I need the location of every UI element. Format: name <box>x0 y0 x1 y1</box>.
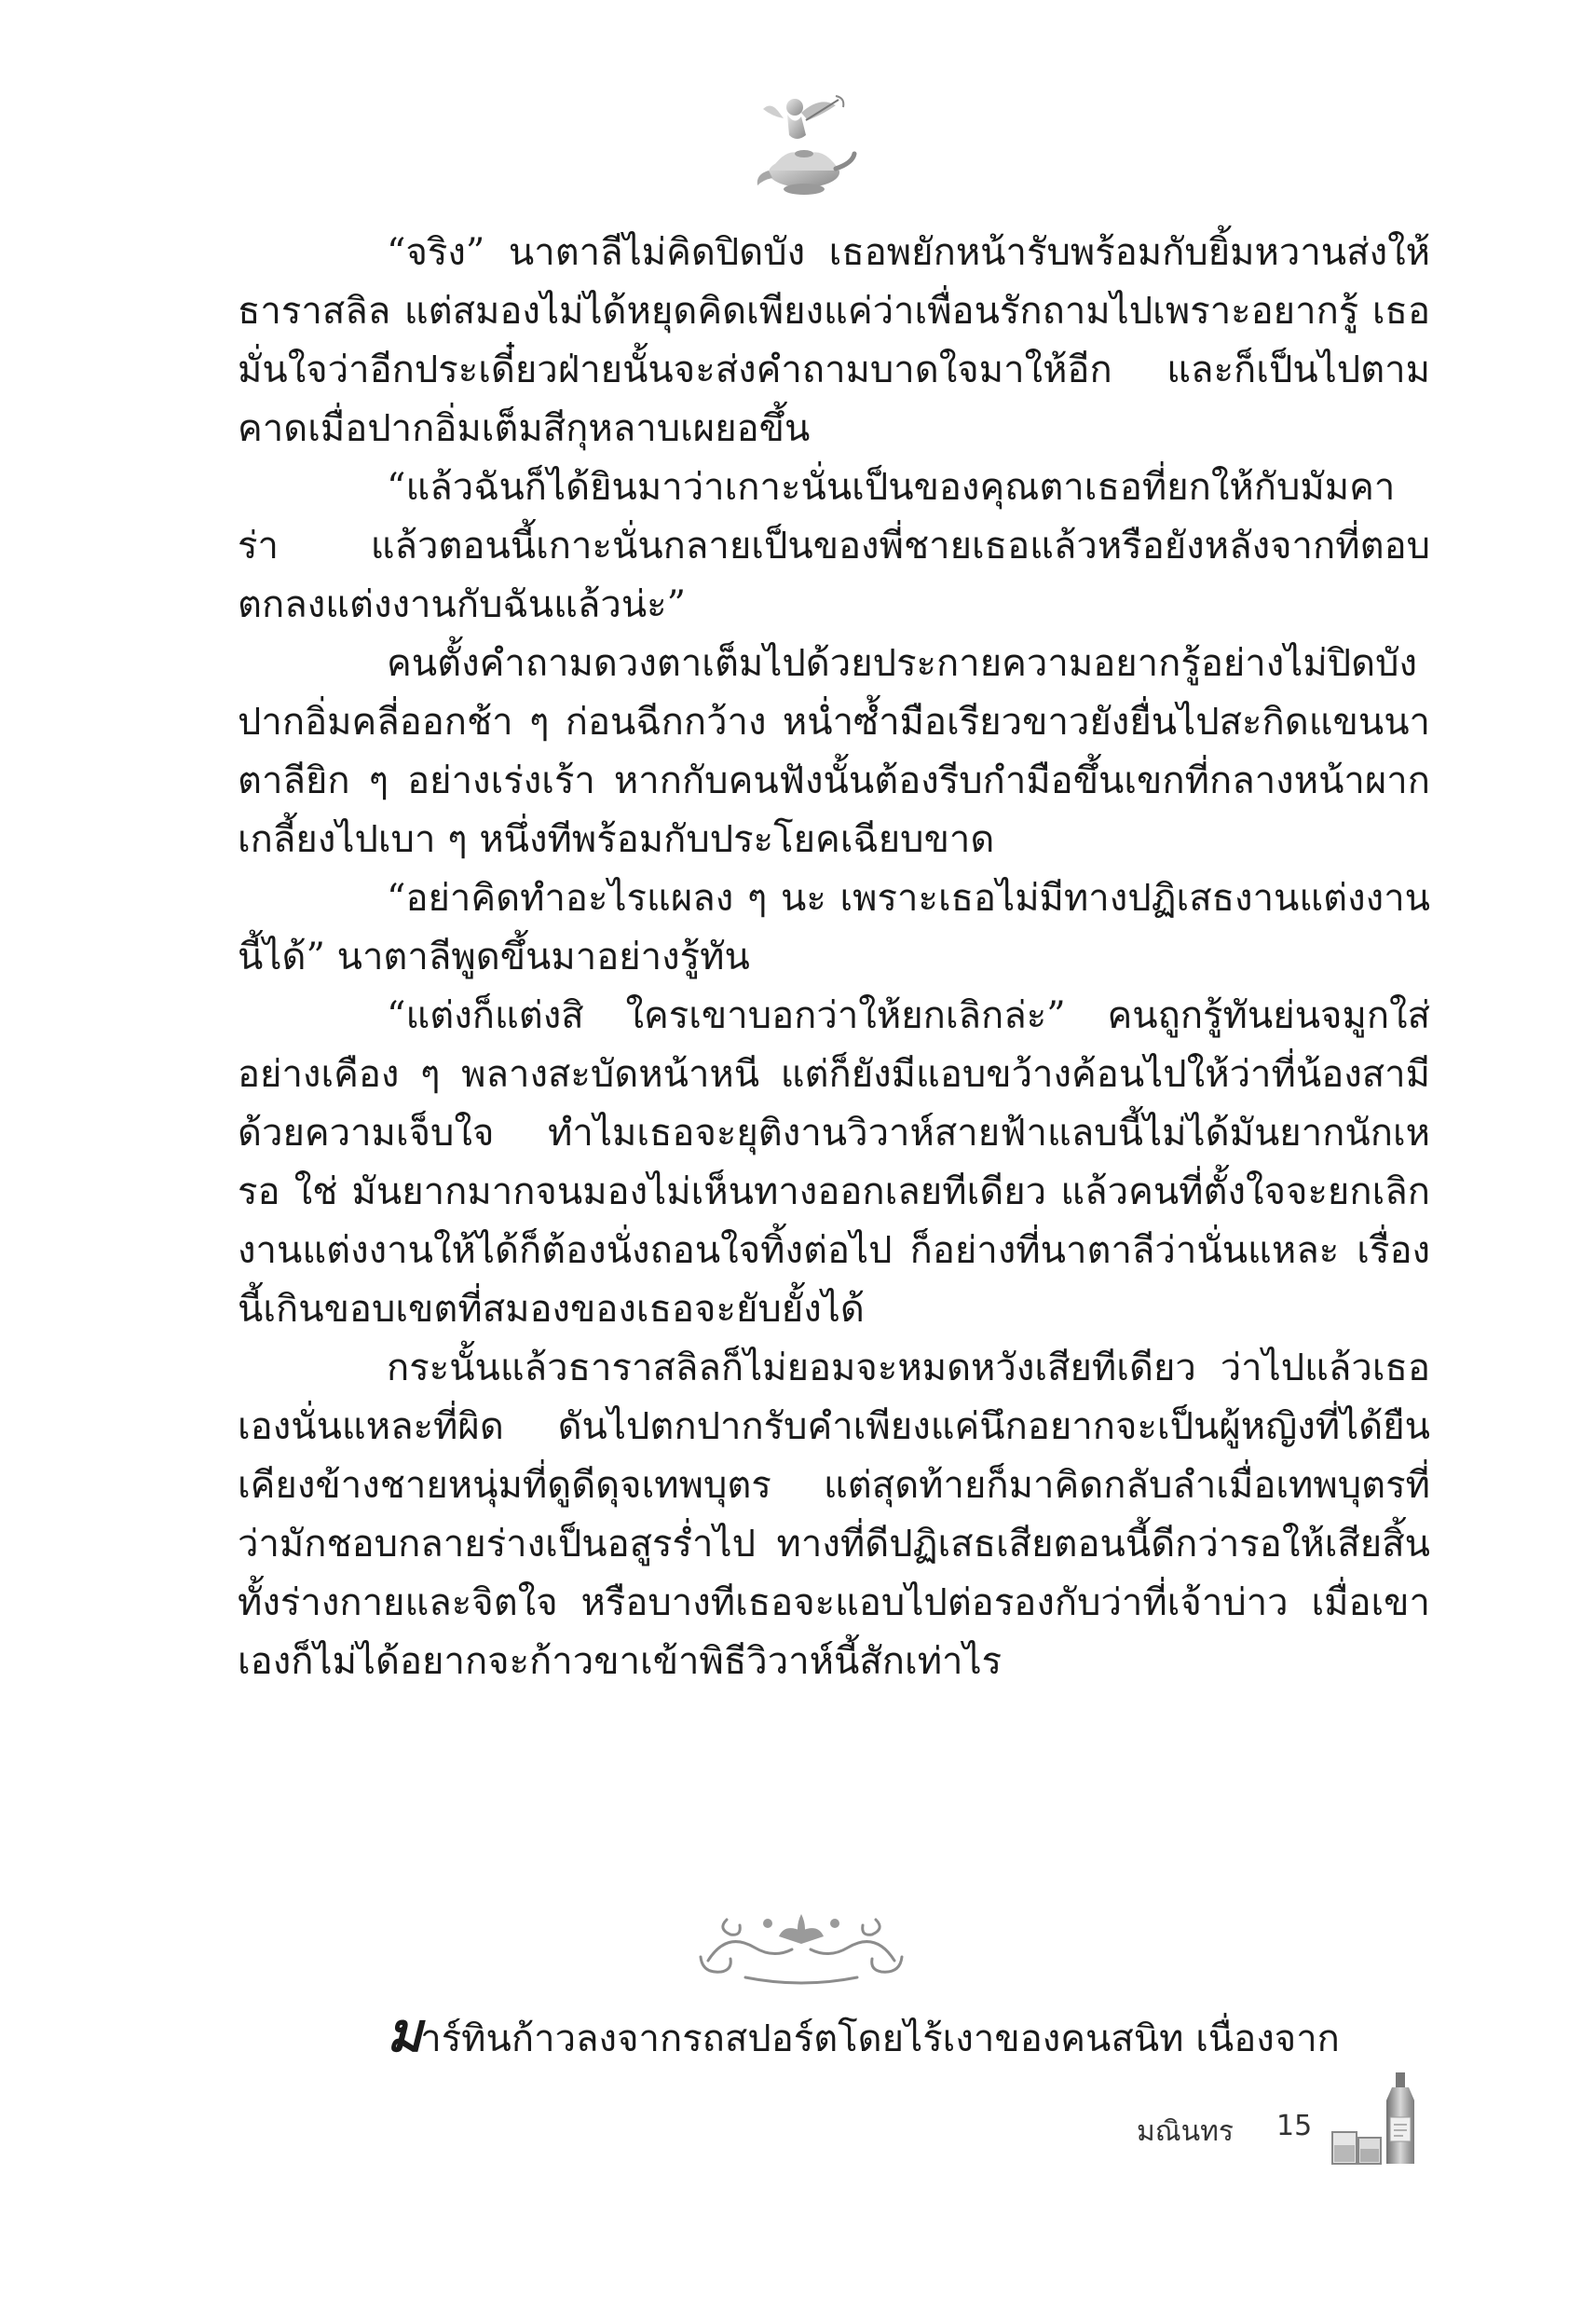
cupid-teapot-icon <box>750 89 857 205</box>
page-number: 15 <box>1276 2110 1313 2142</box>
paragraph-2: “แล้วฉันก็ได้ยินมาว่าเกาะนั่นเป็นของคุณตาเธอที่ยกให้กับมัมคาร่า แล้วตอนนี้เกาะนั่นกลายเป็นของพี่ชายเธอแล้วหรือยังหลังจากที่ตอบตกลงแต่งงานกับฉันแล้วน่ะ” <box>238 466 1430 626</box>
paragraph-1: “จริง” นาตาลีไม่คิดปิดบัง เธอพยักหน้ารับพร้อมกับยิ้มหวานส่งให้ธาราสลิล แต่สมองไม่ได้หยุดคิดเพียงแค่ว่าเพื่อนรักถามไปเพราะอยากรู้ เธอมั่นใจว่าอีกประเดี๋ยวฝ่ายนั้นจะส่งคำถามบาดใจมาให้อีก และก็เป็นไปตามคาดเมื่อปากอิ่มเต็มสีกุหลาบเผยอขึ้น <box>238 231 1430 450</box>
paragraph-5: “แต่งก็แต่งสิ ใครเขาบอกว่าให้ยกเลิกล่ะ” คนถูกรู้ทันย่นจมูกใส่อย่างเคือง ๆ พลางสะบัดหน้าหนี แต่ก็ยังมีแอบขว้างค้อนไปให้ว่าที่น้องสามีด้วยความเจ็บใจ ทำไมเธอจะยุติงานวิวาห์สายฟ้าแลบนี้ไม่ได้มันยากนักเหรอ ใช่ มันยากมากจนมองไม่เห็นทางออกเลยทีเดียว แล้วคนที่ตั้งใจจะยกเลิกงานแต่งงานให้ได้ก็ต้องนั่งถอนใจทิ้งต่อไป ก็อย่างที่นาตาลีว่านั่นแหละ เรื่องนี้เกินขอบเขตที่สมองของเธอจะยับยั้งได้ <box>238 994 1430 1331</box>
paragraph-3: คนตั้งคำถามดวงตาเต็มไปด้วยประกายความอยากรู้อย่างไม่ปิดบัง ปากอิ่มคลี่ออกช้า ๆ ก่อนฉีกกว้าง หน่ำซ้ำมือเรียวขาวยังยื่นไปสะกิดแขนนาตาลียิก ๆ อย่างเร่งเร้า หากกับคนฟังนั้นต้องรีบกำมือขึ้นเขกที่กลางหน้าผากเกลี้ยงไปเบา ๆ หนึ่งทีพร้อมกับประโยคเฉียบขาด <box>238 642 1430 861</box>
page-footer <box>1137 2108 1435 2192</box>
drop-cap: ม <box>387 2001 421 2064</box>
paragraph-6: กระนั้นแล้วธาราสลิลก็ไม่ยอมจะหมดหวังเสียทีเดียว ว่าไปแล้วเธอเองนั่นแหละที่ผิด ดันไปตกปากรับคำเพียงแค่นึกอยากจะเป็นผู้หญิงที่ได้ยืนเคียงข้างชายหนุ่มที่ดูดีดุจเทพบุตร แต่สุดท้ายก็มาคิดกลับลำเมื่อเทพบุตรที่ว่ามักชอบกลายร่างเป็นอสูรร่ำไป ทางที่ดีปฏิเสธเสียตอนนี้ดีกว่ารอให้เสียสิ้นทั้งร่างกายและจิตใจ หรือบางทีเธอจะแอบไปต่อรองกับว่าที่เจ้าบ่าว เมื่อเขาเองก็ไม่ได้อยากจะก้าวขาเข้าพิธีวิวาห์นี้สักเท่าไร <box>238 1347 1430 1683</box>
new-section-paragraph <box>238 2003 1430 2069</box>
flourish-divider-icon <box>689 1903 913 1991</box>
footer-author: มณินทร <box>1137 2115 1235 2148</box>
new-section-text: าร์ทินก้าวลงจากรถสปอร์ตโดยไร้เงาของคนสนิท เนื่องจาก <box>420 2017 1340 2060</box>
paragraph-4: “อย่าคิดทำอะไรแผลง ๆ นะ เพราะเธอไม่มีทางปฏิเสธงานแต่งงานนี้ได้” นาตาลีพูดขึ้นมาอย่างรู้ทัน <box>238 877 1430 978</box>
body-text <box>238 224 1430 1691</box>
bottle-glasses-icon <box>1304 2071 1425 2168</box>
